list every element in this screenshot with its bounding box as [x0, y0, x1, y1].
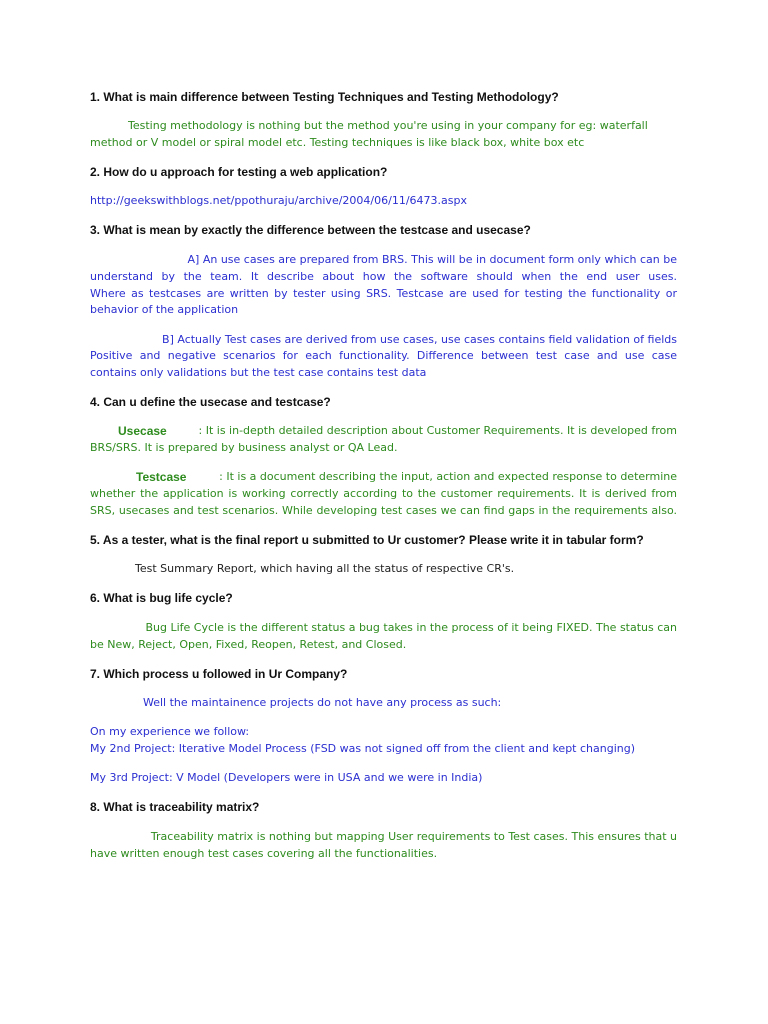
answer-3b-line-3: contains only validations but the test case contains test data [90, 366, 427, 379]
testcase-line-3-text: SRS, usecases and test scenarios. While developing test cases we can find gaps in the requirements also. [90, 504, 677, 517]
answer-3a-line-2 [90, 269, 677, 285]
question-1: 1. What is main difference between Testing Techniques and Testing Methodology? [90, 90, 559, 104]
answer-5: Test Summary Report, which having all the status of respective CR's. [135, 562, 515, 575]
answer-6-line-2: be New, Reject, Open, Fixed, Reopen, Retest, and Closed. [90, 638, 407, 651]
question-3: 3. What is mean by exactly the difference between the testcase and usecase? [90, 223, 531, 237]
question-8: 8. What is traceability matrix? [90, 800, 260, 814]
answer-3a-line-3-text: Where as testcases are written by tester using SRS. Testcase are used for testing the functionality or [90, 287, 677, 300]
answer-3a-line-2-text: understand by the team. It describe about how the software should when the end user uses. [90, 270, 677, 283]
answer-3a-line-3 [90, 286, 677, 302]
answer-3a-line-1: A] An use cases are prepared from BRS. This will be in document form only which can be [187, 253, 677, 266]
answer-2-link[interactable]: http://geekswithblogs.net/ppothuraju/archive/2004/06/11/6473.aspx [90, 194, 467, 207]
answer-7-line-1: Well the maintainence projects do not have any process as such: [143, 696, 502, 709]
question-5: 5. As a tester, what is the final report u submitted to Ur customer? Please write it in tabular form? [90, 533, 644, 547]
answer-1-line-2: method or V model or spiral model etc. Testing techniques is like black box, white box etc [90, 136, 585, 149]
answer-7-line-3: My 2nd Project: Iterative Model Process (FSD was not signed off from the client and kept changing) [90, 742, 636, 755]
answer-3b-line-2 [90, 348, 677, 364]
testcase-line-2 [90, 486, 677, 502]
answer-8-line-1: Traceability matrix is nothing but mapping User requirements to Test cases. This ensures that u [150, 830, 677, 843]
testcase-line-2-text: whether the application is working correctly according to the customer requirements. It is derived from [90, 487, 677, 500]
question-2: 2. How do u approach for testing a web application? [90, 165, 388, 179]
question-4: 4. Can u define the usecase and testcase? [90, 395, 331, 409]
testcase-line-3 [90, 503, 677, 519]
usecase-line-2: BRS/SRS. It is prepared by business analyst or QA Lead. [90, 441, 398, 454]
answer-6-line-1: Bug Life Cycle is the different status a bug takes in the process of it being FIXED. The status can [145, 621, 677, 634]
answer-3a-line-4: behavior of the application [90, 303, 239, 316]
question-7: 7. Which process u followed in Ur Company? [90, 667, 348, 681]
usecase-line-1 [118, 423, 677, 439]
testcase-line-1 [136, 469, 677, 485]
usecase-line-1-text: : It is in-depth detailed description about Customer Requirements. It is developed from [198, 424, 677, 437]
answer-8-line-2: have written enough test cases covering all the functionalities. [90, 847, 438, 860]
answer-3b-line-2-text: Positive and negative scenarios for each functionality. Difference between test case and use case [90, 349, 677, 362]
answer-7-line-2: On my experience we follow: [90, 725, 250, 738]
answer-3b-line-1: B] Actually Test cases are derived from use cases, use cases contains field validation of fields [162, 333, 677, 346]
answer-7-line-4: My 3rd Project: V Model (Developers were in USA and we were in India) [90, 771, 483, 784]
answer-1-line-1: Testing methodology is nothing but the method you're using in your company for eg: waterfall [128, 119, 648, 132]
testcase-label: Testcase [136, 470, 187, 484]
question-6: 6. What is bug life cycle? [90, 591, 233, 605]
usecase-label: Usecase [118, 424, 167, 438]
testcase-line-1-text: : It is a document describing the input, action and expected response to determine [219, 470, 677, 483]
